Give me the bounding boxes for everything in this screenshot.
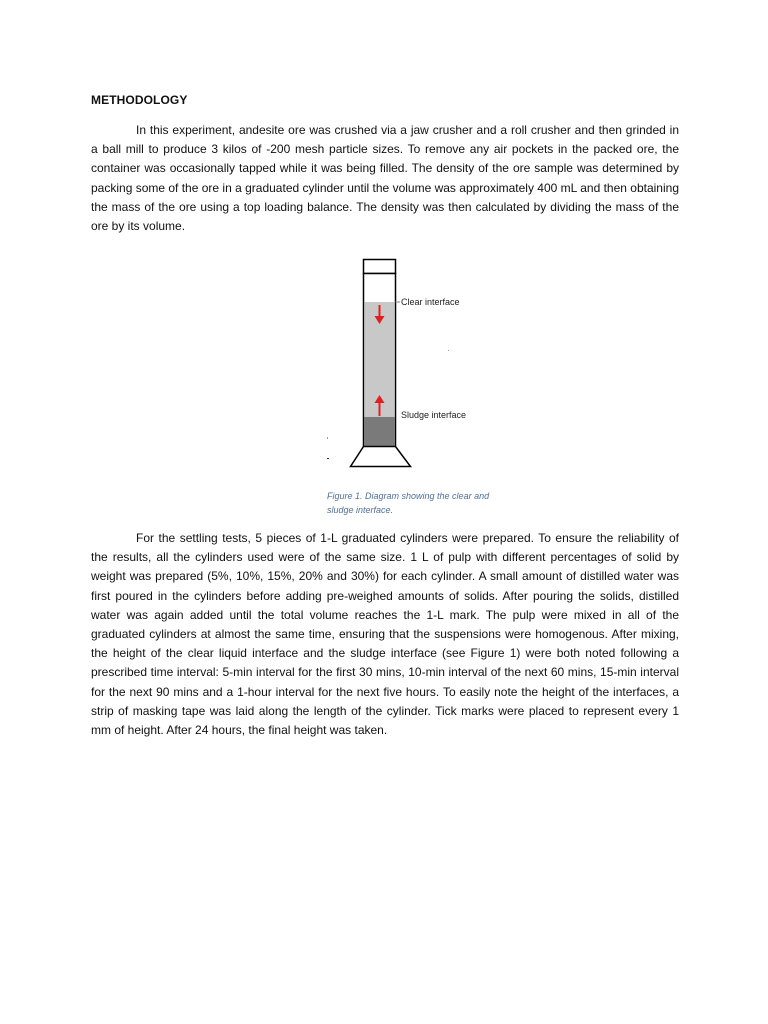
paragraph-settling-tests: For the settling tests, 5 pieces of 1-L graduated cylinders were prepared. To ensure the reliability of the results, all the cylinders used were of the same size. 1 L of pulp with different percentages of solid by weight was prepared (5%, 10%, 15%, 20% and 30%) for each cylinder. A small amount of distilled water was first poured in the cylinders before adding pre-weighed amounts of solids. After pouring the solids, distilled water was again added until the total volume reaches the 1-L mark. The pulp were mixed in all of the graduated cylinders at almost the same time, ensuring that the suspensions were homogenous. After mixing, the height of the clear liquid interface and the sludge interface (see Figure 1) were both noted following a prescribed time interval: 5-min interval for the first 30 mins, 10-min interval of the next 60 mins, 15-min interval for the next 90 mins and a 1-hour interval for the next five hours. To easily note the height of the interfaces, a strip of masking tape was laid along the length of the cylinder. Tick marks were placed to represent every 1 mm of height. After 24 hours, the final height was taken.: [91, 531, 679, 738]
speck-mark: [327, 437, 328, 439]
cylinder-diagram-svg: [320, 255, 520, 470]
paragraph-methodology: In this experiment, andesite ore was crushed via a jaw crusher and a roll crusher and then grinded in a ball mill to produce 3 kilos of -200 mesh particle sizes. To remove any air pockets in the packed ore, the container was occasionally tapped while it was being filled. The density of the ore sample was determined by packing some of the ore in a graduated cylinder until the volume was approximately 400 mL and then obtaining the mass of the ore using a top loading balance. The density was then calculated by dividing the mass of the ore by its volume.: [91, 123, 679, 234]
sludge-zone: [364, 417, 394, 446]
figure-cylinder-diagram: [320, 255, 520, 470]
section-heading: METHODOLOGY: [91, 93, 188, 107]
speck-mark: [448, 350, 449, 351]
figure-caption: Figure 1. Diagram showing the clear and sludge interface.: [327, 491, 490, 515]
cylinder-top-rim: [364, 260, 396, 274]
speck-mark: [327, 458, 329, 459]
cylinder-base: [351, 447, 411, 467]
sludge-interface-label: Sludge interface: [401, 410, 467, 420]
clear-interface-label: Clear interface: [401, 297, 460, 307]
